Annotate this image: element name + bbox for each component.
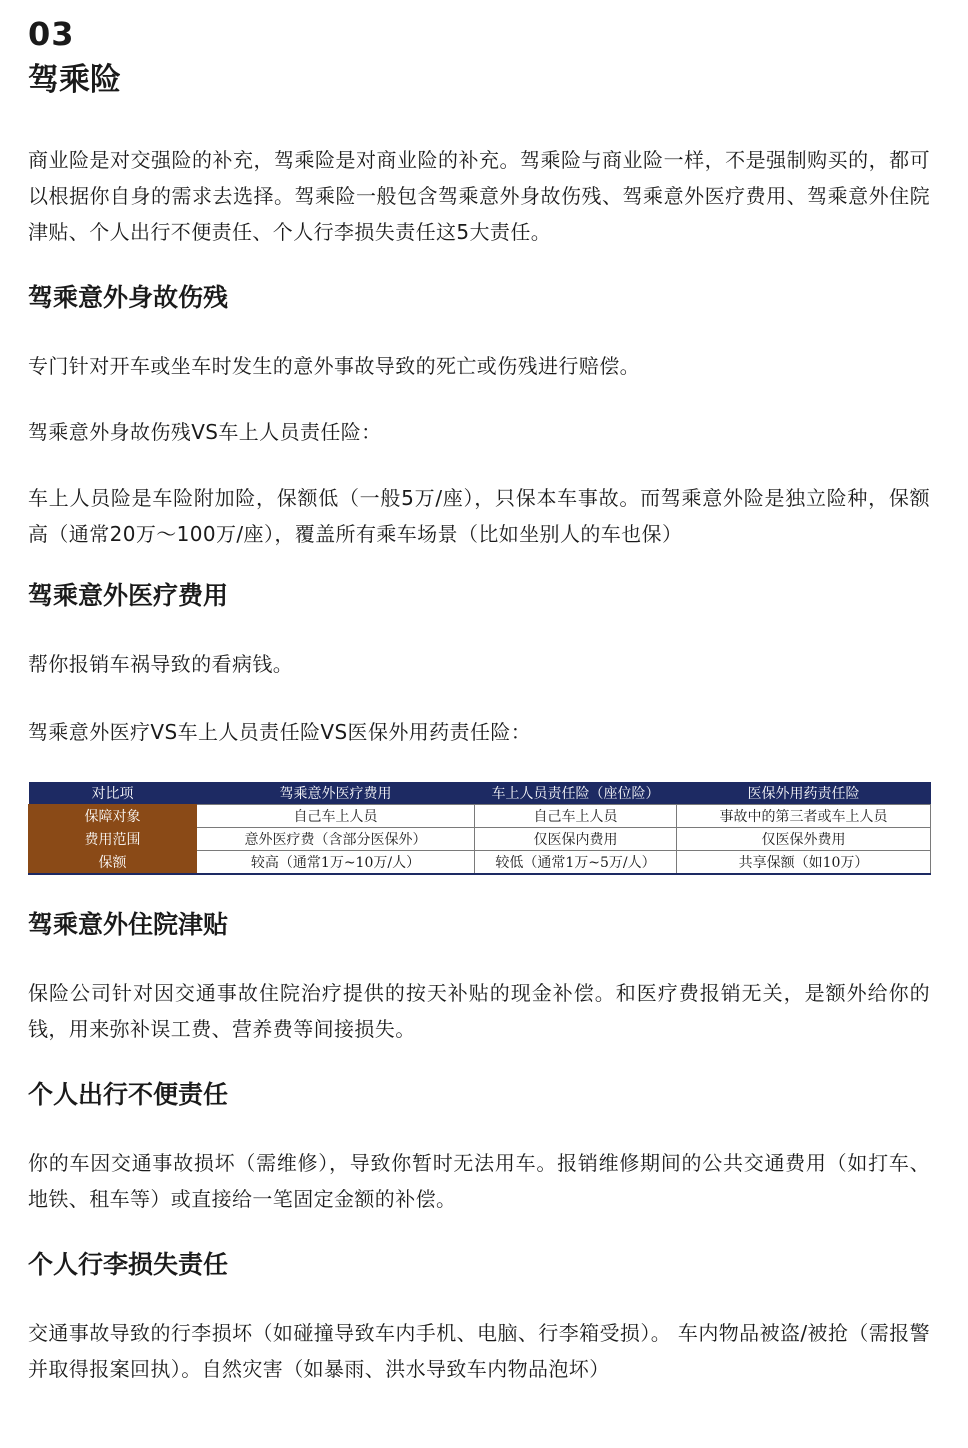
travel-description: 你的车因交通事故损坏（需维修），导致你暂时无法用车。报销维修期间的公共交通费用（如打车、地铁、租车等）或直接给一笔固定金额的补偿。: [28, 1151, 930, 1211]
table-row: [29, 805, 931, 828]
table-header-cell: 医保外用药责任险: [677, 782, 931, 805]
table-row: [29, 828, 931, 851]
table-cell: 较高（通常1万~10万/人）: [197, 851, 475, 875]
table-cell: 共享保额（如10万）: [677, 851, 931, 875]
hospital-description: 保险公司针对因交通事故住院治疗提供的按天补贴的现金补偿。和医疗费报销无关，是额外给你的钱，用来弥补误工费、营养费等间接损失。: [28, 981, 930, 1041]
table-row-header: 保额: [29, 851, 197, 875]
table-header-cell: 驾乘意外医疗费用: [197, 782, 475, 805]
heading-hospital-allowance: 驾乘意外住院津贴: [28, 910, 229, 939]
death-description: 专门针对开车或坐车时发生的意外事故导致的死亡或伤残进行赔偿。: [28, 354, 640, 378]
table-cell: 意外医疗费（含部分医保外）: [197, 828, 475, 851]
death-vs-label: 驾乘意外身故伤残VS车上人员责任险：: [28, 420, 382, 444]
comparison-table: [28, 782, 931, 875]
table-cell: 自己车上人员: [475, 805, 677, 828]
heading-travel-inconvenience: 个人出行不便责任: [28, 1080, 229, 1109]
luggage-description: 交通事故导致的行李损坏（如碰撞导致车内手机、电脑、行李箱受损）。 车内物品被盗/被抢（需报警并取得报案回执）。自然灾害（如暴雨、洪水导致车内物品泡坏）: [28, 1321, 930, 1381]
death-vs-text: 车上人员险是车险附加险，保额低（一般5万/座），只保本车事故。而驾乘意外险是独立险种，保额高（通常20万～100万/座），覆盖所有乘车场景（比如坐别人的车也保）: [28, 486, 930, 546]
table-row: [29, 851, 931, 875]
table-cell: 事故中的第三者或车上人员: [677, 805, 931, 828]
table-header-row: [29, 782, 931, 805]
heading-medical: 驾乘意外医疗费用: [28, 581, 229, 610]
heading-luggage-loss: 个人行李损失责任: [28, 1250, 229, 1279]
table-cell: 较低（通常1万~5万/人）: [475, 851, 677, 875]
table-cell: 自己车上人员: [197, 805, 475, 828]
table-cell: 仅医保外费用: [677, 828, 931, 851]
table-header-cell: 车上人员责任险（座位险）: [475, 782, 677, 805]
intro-paragraph: 商业险是对交强险的补充，驾乘险是对商业险的补充。驾乘险与商业险一样，不是强制购买的，都可以根据你自身的需求去选择。驾乘险一般包含驾乘意外身故伤残、驾乘意外医疗费用、驾乘意外住院津贴、个人出行不便责任、个人行李损失责任这5大责任。: [28, 148, 930, 244]
medical-vs-label: 驾乘意外医疗VS车上人员责任险VS医保外用药责任险：: [28, 720, 532, 744]
heading-death-disability: 驾乘意外身故伤残: [28, 283, 229, 312]
table-cell: 仅医保内费用: [475, 828, 677, 851]
section-title: 驾乘险: [28, 62, 121, 98]
table-header-cell: 对比项: [29, 782, 197, 805]
section-number: 03: [28, 15, 75, 53]
table-row-header: 保障对象: [29, 805, 197, 828]
medical-description: 帮你报销车祸导致的看病钱。: [28, 652, 294, 676]
table-row-header: 费用范围: [29, 828, 197, 851]
